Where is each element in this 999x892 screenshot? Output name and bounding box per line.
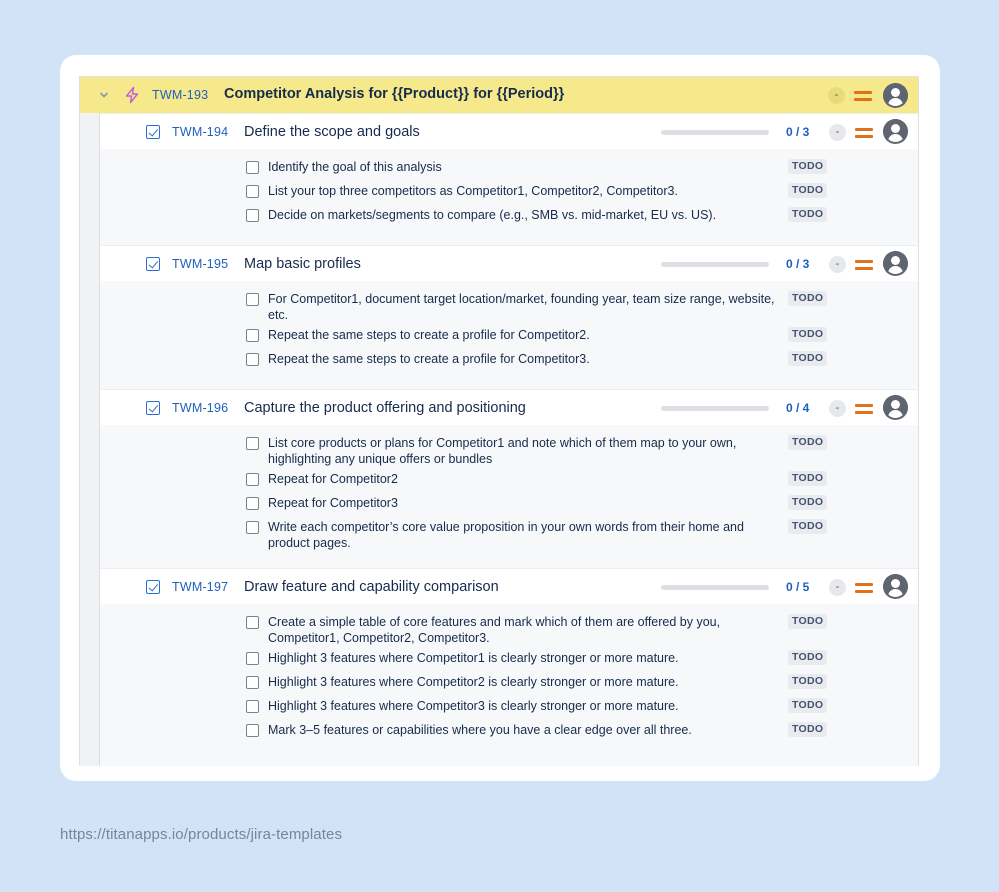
task-block: [100, 568, 918, 766]
subtask-checkbox[interactable]: [246, 616, 259, 629]
subtask-text: Highlight 3 features where Competitor2 is clearly stronger or more mature.: [268, 675, 679, 689]
estimate-badge[interactable]: -: [829, 256, 846, 273]
subtask-text: Identify the goal of this analysis: [268, 160, 442, 174]
subtask-checkbox[interactable]: [246, 724, 259, 737]
assignee-avatar[interactable]: [883, 83, 908, 108]
subtask-item: [100, 495, 918, 511]
task-progress-count: 0 / 3: [786, 257, 810, 271]
assignee-avatar[interactable]: [883, 574, 908, 599]
assignee-avatar[interactable]: [883, 395, 908, 420]
subtask-checkbox[interactable]: [246, 437, 259, 450]
subtask-item: [100, 207, 918, 223]
status-badge[interactable]: TODO: [788, 650, 827, 665]
priority-medium-icon[interactable]: [855, 258, 873, 272]
assignee-avatar[interactable]: [883, 119, 908, 144]
subtask-text: Create a simple table of core features and mark which of them are offered by you, Competitor1, Competitor2, Competitor3.: [268, 615, 721, 645]
subtask-item: [100, 351, 918, 367]
task-type-checkbox-icon: [146, 401, 160, 415]
task-progress-count: 0 / 4: [786, 401, 810, 415]
task-title[interactable]: Capture the product offering and positioning: [244, 400, 526, 416]
parent-issue-title[interactable]: Competitor Analysis for {{Product}} for {{Period}}: [224, 86, 565, 102]
subtask-text: List your top three competitors as Competitor1, Competitor2, Competitor3.: [268, 184, 678, 198]
subtask-item: [100, 650, 918, 666]
status-badge[interactable]: TODO: [788, 698, 827, 713]
task-progress-bar: [661, 262, 769, 267]
subtask-item: [100, 435, 918, 467]
subtask-text: Decide on markets/segments to compare (e.g., SMB vs. mid-market, EU vs. US).: [268, 208, 717, 222]
priority-medium-icon[interactable]: [854, 89, 872, 103]
chevron-down-icon[interactable]: [98, 89, 110, 101]
parent-issue-key[interactable]: TWM-193: [152, 88, 209, 102]
status-badge[interactable]: TODO: [788, 291, 827, 306]
status-badge[interactable]: TODO: [788, 471, 827, 486]
task-key[interactable]: TWM-197: [172, 580, 229, 594]
estimate-badge[interactable]: -: [829, 400, 846, 417]
status-badge[interactable]: TODO: [788, 183, 827, 198]
lightning-bolt-icon: [123, 86, 141, 104]
subtask-text: For Competitor1, document target location/market, founding year, team size range, website, etc.: [268, 292, 775, 322]
subtask-item: [100, 519, 918, 551]
status-badge[interactable]: TODO: [788, 519, 827, 534]
task-key[interactable]: TWM-194: [172, 125, 229, 139]
task-key[interactable]: TWM-196: [172, 401, 229, 415]
task-type-checkbox-icon: [146, 125, 160, 139]
priority-medium-icon[interactable]: [855, 581, 873, 595]
status-badge[interactable]: TODO: [788, 495, 827, 510]
subtask-text: Highlight 3 features where Competitor3 is clearly stronger or more mature.: [268, 699, 679, 713]
subtask-item: [100, 674, 918, 690]
subtask-item: [100, 722, 918, 738]
priority-medium-icon[interactable]: [855, 126, 873, 140]
task-title[interactable]: Draw feature and capability comparison: [244, 579, 499, 595]
subtask-checkbox[interactable]: [246, 497, 259, 510]
task-title[interactable]: Map basic profiles: [244, 256, 361, 272]
subtask-checkbox[interactable]: [246, 652, 259, 665]
subtask-text: Write each competitor’s core value proposition in your own words from their home and product pages.: [268, 520, 744, 550]
task-block: [100, 245, 918, 389]
estimate-badge[interactable]: -: [828, 87, 845, 104]
task-progress-count: 0 / 5: [786, 580, 810, 594]
task-progress-count: 0 / 3: [786, 125, 810, 139]
subtask-checkbox[interactable]: [246, 353, 259, 366]
subtask-text: Repeat for Competitor2: [268, 472, 398, 486]
subtask-checkbox[interactable]: [246, 161, 259, 174]
subtask-text: List core products or plans for Competitor1 and note which of them map to your own, highlighting any unique offers or bundles: [268, 436, 737, 466]
subtask-checkbox[interactable]: [246, 209, 259, 222]
priority-medium-icon[interactable]: [855, 402, 873, 416]
status-badge[interactable]: TODO: [788, 435, 827, 450]
subtask-text: Highlight 3 features where Competitor1 is clearly stronger or more mature.: [268, 651, 679, 665]
subtask-checkbox[interactable]: [246, 293, 259, 306]
subtask-text: Repeat the same steps to create a profile for Competitor3.: [268, 352, 590, 366]
status-badge[interactable]: TODO: [788, 614, 827, 629]
subtask-item: [100, 471, 918, 487]
subtask-text: Mark 3–5 features or capabilities where you have a clear edge over all three.: [268, 723, 692, 737]
status-badge[interactable]: TODO: [788, 674, 827, 689]
subtask-checkbox[interactable]: [246, 700, 259, 713]
task-title[interactable]: Define the scope and goals: [244, 124, 420, 140]
estimate-badge[interactable]: -: [829, 579, 846, 596]
subtask-item: [100, 698, 918, 714]
status-badge[interactable]: TODO: [788, 327, 827, 342]
parent-issue-row[interactable]: [80, 77, 918, 113]
issue-hierarchy-panel: [79, 76, 919, 766]
task-key[interactable]: TWM-195: [172, 257, 229, 271]
footer-url[interactable]: https://titanapps.io/products/jira-templates: [60, 826, 343, 843]
task-row[interactable]: [100, 568, 918, 604]
task-type-checkbox-icon: [146, 257, 160, 271]
assignee-avatar[interactable]: [883, 251, 908, 276]
status-badge[interactable]: TODO: [788, 351, 827, 366]
subtask-text: Repeat for Competitor3: [268, 496, 398, 510]
subtask-checkbox[interactable]: [246, 521, 259, 534]
task-progress-bar: [661, 130, 769, 135]
task-progress-bar: [661, 406, 769, 411]
subtask-text: Repeat the same steps to create a profile for Competitor2.: [268, 328, 590, 342]
subtask-item: [100, 183, 918, 199]
subtask-checkbox[interactable]: [246, 676, 259, 689]
subtask-item: [100, 327, 918, 343]
status-badge[interactable]: TODO: [788, 207, 827, 222]
task-row[interactable]: [100, 113, 918, 149]
template-card: [60, 55, 940, 781]
status-badge[interactable]: TODO: [788, 722, 827, 737]
subtask-checkbox[interactable]: [246, 185, 259, 198]
subtask-item: [100, 614, 918, 646]
task-progress-bar: [661, 585, 769, 590]
estimate-badge[interactable]: -: [829, 124, 846, 141]
subtask-item: [100, 291, 918, 323]
task-row[interactable]: [100, 389, 918, 425]
task-block: [100, 113, 918, 245]
task-row[interactable]: [100, 245, 918, 281]
subtask-item: [100, 159, 918, 175]
task-type-checkbox-icon: [146, 580, 160, 594]
status-badge[interactable]: TODO: [788, 159, 827, 174]
hierarchy-indent-strip: [80, 113, 100, 766]
subtask-checkbox[interactable]: [246, 473, 259, 486]
task-block: [100, 389, 918, 568]
subtask-checkbox[interactable]: [246, 329, 259, 342]
